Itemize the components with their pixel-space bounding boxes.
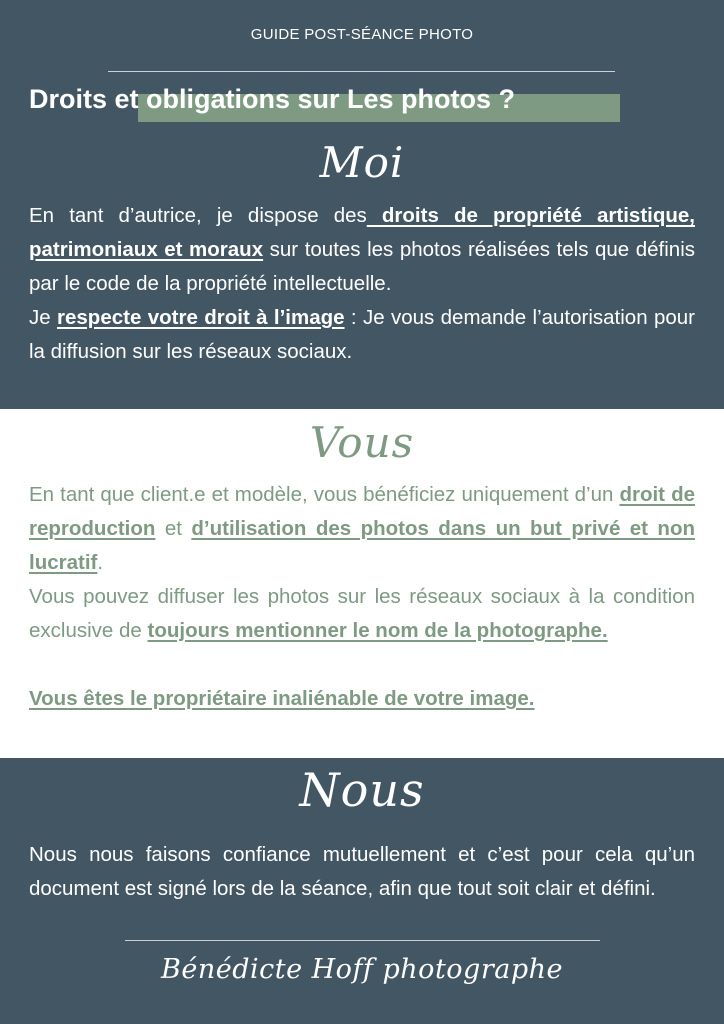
vous-paragraph-1: [29, 478, 695, 580]
moi-text-2a: Je: [29, 306, 58, 329]
vous-emphasis-credit: toujours mentionner le nom de la photographe.: [147, 619, 608, 642]
vous-paragraph-2: [29, 580, 695, 648]
title-wrap: [29, 84, 629, 124]
vous-emphasis-reproduction: droit de reproduction: [29, 483, 695, 540]
moi-section: [29, 199, 695, 369]
moi-heading: Moi: [319, 138, 405, 187]
top-divider: [108, 71, 615, 72]
moi-text-2c: : Je vous demande l’autorisation pour la diffusion sur les réseaux sociaux.: [29, 306, 695, 363]
bottom-divider: [125, 940, 600, 941]
page-title: Droits et obligations sur Les photos ?: [29, 84, 516, 114]
moi-paragraph-1: [29, 199, 695, 301]
vous-emphasis-private-use: d’utilisation des photos dans un but privé et non lucratif: [29, 517, 695, 574]
moi-text-1a: En tant d’autrice, je dispose des: [29, 204, 367, 227]
moi-emphasis-rights: droits de propriété artistique, patrimoniaux et moraux: [29, 204, 695, 261]
header-label: GUIDE POST-SÉANCE PHOTO: [250, 26, 474, 43]
vous-text-2a: Vous pouvez diffuser les photos sur les réseaux sociaux à la condition exclusive de: [29, 585, 695, 642]
vous-text-1c: et: [155, 517, 192, 540]
vous-paragraph-3: [29, 682, 695, 716]
nous-paragraph-1: Nous nous faisons confiance mutuellement et c’est pour cela qu’un document est signé lors de la séance, afin que tout soit clair et défini.: [29, 843, 695, 900]
vous-spacer: [29, 648, 695, 682]
nous-heading: Nous: [299, 763, 425, 817]
vous-heading: Vous: [309, 418, 415, 467]
moi-paragraph-2: [29, 301, 695, 369]
vous-emphasis-owner: Vous êtes le propriétaire inaliénable de votre image.: [29, 687, 535, 710]
moi-text-1c: sur toutes les photos réalisées tels que définis par le code de la propriété intellectuelle.: [29, 238, 696, 295]
vous-section: [29, 478, 695, 716]
signature: Bénédicte Hoff photographe: [161, 954, 563, 985]
vous-text-1a: En tant que client.e et modèle, vous bénéficiez uniquement d’un: [29, 483, 620, 506]
vous-text-1e: .: [97, 551, 104, 574]
nous-section: [29, 838, 695, 906]
moi-emphasis-image-right: respecte votre droit à l’image: [57, 306, 345, 329]
